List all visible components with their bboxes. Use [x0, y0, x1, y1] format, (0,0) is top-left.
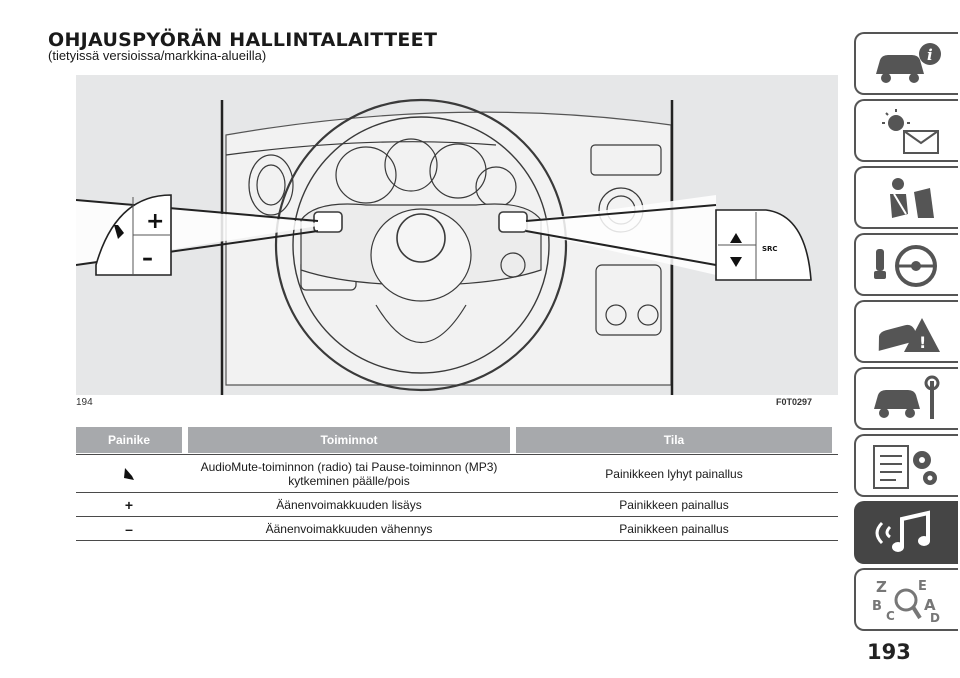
- row-function: AudioMute-toiminnon (radio) tai Pause-toiminnon (MP3) kytkeminen päälle/pois: [200, 459, 498, 488]
- table-row: [76, 454, 838, 493]
- page-number: 193: [867, 640, 911, 664]
- page-subtitle: (tietyissä versioissa/markkina-alueilla): [48, 48, 267, 63]
- svg-text:!: !: [919, 333, 927, 352]
- svg-text:E: E: [918, 579, 927, 594]
- row-button: +: [124, 496, 134, 513]
- table-row: [76, 517, 838, 541]
- row-function: Äänenvoimakkuuden vähennys: [265, 521, 433, 536]
- figure-page-ref: 194: [76, 397, 93, 408]
- emergency-icon[interactable]: [854, 300, 958, 363]
- svg-text:D: D: [930, 611, 940, 625]
- pad-plus-label: +: [146, 209, 165, 234]
- pad-minus-label: –: [142, 246, 153, 271]
- table-row: [76, 493, 838, 517]
- svg-text:A: A: [924, 596, 936, 614]
- header-mode: Tila: [516, 427, 832, 453]
- controls-table: [76, 427, 838, 541]
- multimedia-icon[interactable]: [854, 501, 958, 564]
- row-mode: Painikkeen painallus: [619, 497, 729, 512]
- svg-text:Z: Z: [876, 578, 887, 596]
- svg-text:C: C: [886, 609, 895, 623]
- svg-text:B: B: [872, 599, 882, 614]
- figure-code: F0T0297: [776, 397, 813, 407]
- header-function: Toiminnot: [188, 427, 510, 453]
- row-function: Äänenvoimakkuuden lisäys: [276, 497, 422, 512]
- index-icon[interactable]: [854, 568, 958, 631]
- safety-seat-icon[interactable]: [854, 166, 958, 229]
- header-button: Painike: [76, 427, 182, 453]
- row-button: –: [125, 520, 133, 537]
- page-title: OHJAUSPYÖRÄN HALLINTALAITTEET: [48, 29, 438, 51]
- right-control-pad: [716, 210, 811, 280]
- table-header: [76, 427, 838, 453]
- steering-wheel-figure: [76, 75, 838, 395]
- mute-icon: [76, 467, 182, 481]
- steering-start-icon[interactable]: [854, 233, 958, 296]
- maintenance-icon[interactable]: [854, 367, 958, 430]
- src-label: SRC: [762, 245, 778, 253]
- steering-wheel-illustration: [76, 75, 838, 395]
- car-info-icon[interactable]: [854, 32, 958, 95]
- technical-data-icon[interactable]: [854, 434, 958, 497]
- row-mode: Painikkeen lyhyt painallus: [605, 466, 743, 481]
- row-mode: Painikkeen painallus: [619, 521, 729, 536]
- svg-text:i: i: [927, 46, 933, 64]
- warning-lights-icon[interactable]: [854, 99, 958, 162]
